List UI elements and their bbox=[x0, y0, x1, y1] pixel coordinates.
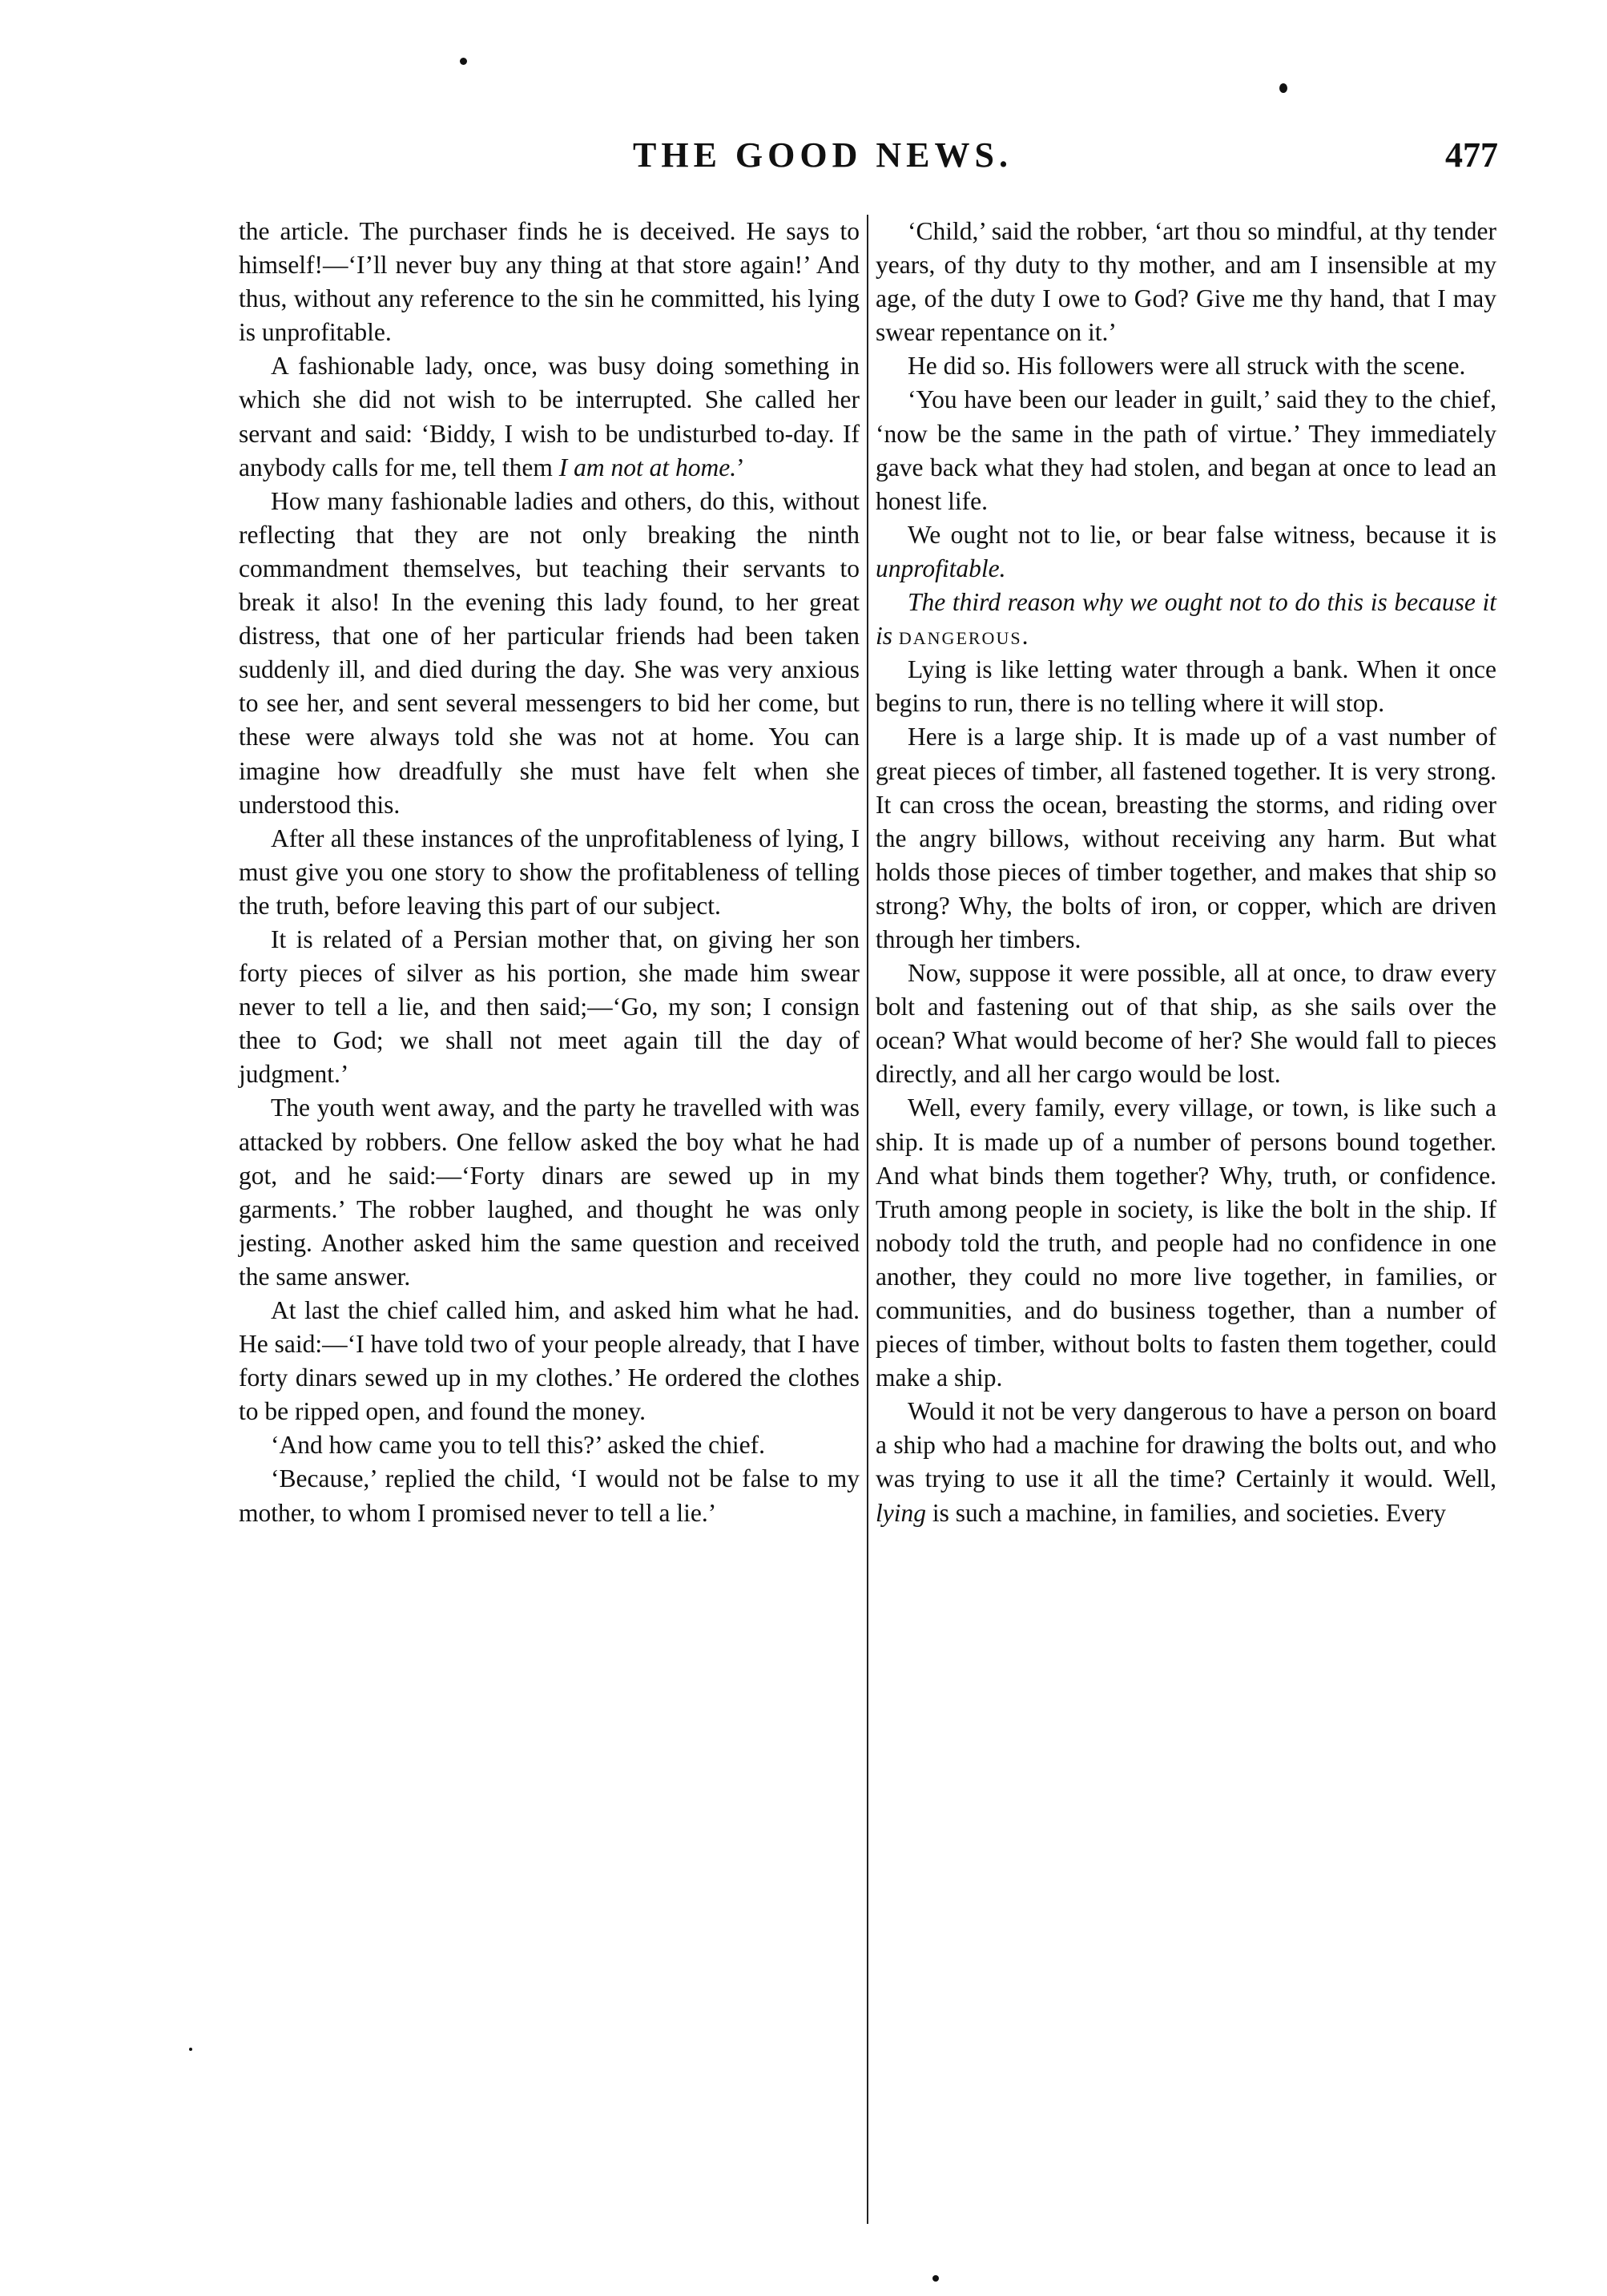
paragraph: Here is a large ship. It is made up of a vast number of great pieces of timber, all fastened together. It is very strong. It can cross the ocean, breasting the storms, and riding over the angry billows, without receiving any harm. But what holds those pieces of timber together, and makes that ship so strong? Why, the bolts of iron, or copper, which are driven through her timbers. bbox=[876, 723, 1496, 953]
paragraph-text: Would it not be very dangerous to have a person on board a ship who had a machine for drawing the bolts out, and who was trying to use it all the time? Certainly it would. Well, bbox=[876, 1397, 1496, 1493]
paragraph: ‘And how came you to tell this?’ asked the chief. bbox=[271, 1431, 765, 1460]
paragraph bbox=[876, 518, 1496, 586]
paragraph: It is related of a Persian mother that, on giving her son forty pieces of silver as his portion, she made him swear never to tell a lie, and then said;—‘Go, my son; I consign thee to God; we shall not meet again till the day of judgment.’ bbox=[239, 924, 860, 1089]
ink-speck-left-margin bbox=[189, 2048, 192, 2051]
paragraph: Well, every family, every village, or town, is like such a ship. It is made up of a number of persons bound together. And what binds them together? Why, truth, or confidence. Truth among people in society, is like the bolt in the ship. If nobody told the truth, and people had no confidence in one another, they could no more live together, in families, or communities, and do business together, than a number of pieces of timber, without bolts to fasten them together, could make a ship. bbox=[876, 1094, 1496, 1392]
right-column bbox=[876, 215, 1496, 1530]
emphasis: I am not at home. bbox=[558, 453, 737, 481]
heading-text: The third reason why we ought not to do this is because it is bbox=[876, 588, 1496, 651]
emphasis: unprofitable. bbox=[876, 554, 1006, 582]
paragraph: Now, suppose it were possible, all at once, to draw every bolt and fastening out of that ship, as she sails over the ocean? What would become of her? She would fall to pieces directly, and all her cargo would be lost. bbox=[876, 959, 1496, 1089]
ink-speck-top-right bbox=[1279, 83, 1287, 93]
paragraph-text: A fashionable lady, once, was busy doing something in which she did not wish to be interrupted. She called her servant and said: ‘Biddy, I wish to be undisturbed to-day. If anybody calls for me, tell them bbox=[239, 352, 860, 481]
left-column bbox=[239, 215, 860, 1530]
paragraph: He did so. His followers were all struck with the scene. bbox=[908, 352, 1466, 381]
paragraph: The youth went away, and the party he travelled with was attacked by robbers. One fellow asked the boy what he had got, and he said:—‘Forty dinars are sewed up in my garments.’ The robber laughed, and thought he was only jesting. Another asked him the same question and received the same answer. bbox=[239, 1094, 860, 1291]
column-divider bbox=[867, 215, 868, 2224]
paragraph-text: ’ bbox=[736, 453, 745, 481]
paragraph: ‘Child,’ said the robber, ‘art thou so mindful, at thy tender years, of thy duty to thy mother, and am I insensible at my age, of the duty I owe to God? Give me thy hand, that I may swear repentance on it.’ bbox=[876, 217, 1496, 347]
paragraph: ‘Because,’ replied the child, ‘I would not be false to my mother, to whom I promised never to tell a lie.’ bbox=[239, 1464, 860, 1527]
ink-speck-top-left bbox=[460, 58, 467, 65]
paragraph: ‘You have been our leader in guilt,’ said they to the chief, ‘now be the same in the path of virtue.’ They immediately gave back what they had stolen, and began at once to lead an honest life. bbox=[876, 385, 1496, 515]
paragraph: the article. The purchaser finds he is deceived. He says to himself!—‘I’ll never buy any thing at that store again!’ And thus, without any reference to the sin he committed, his lying is unprofitable. bbox=[239, 217, 860, 347]
ink-speck-bottom bbox=[932, 2275, 939, 2282]
paragraph bbox=[876, 1395, 1496, 1529]
paragraph: Lying is like letting water through a bank. When it once begins to run, there is no telling where it will stop. bbox=[876, 655, 1496, 718]
paragraph-text: We ought not to lie, or bear false witness, because it is bbox=[908, 520, 1496, 549]
emphasis: lying bbox=[876, 1498, 926, 1527]
paragraph: At last the chief called him, and asked him what he had. He said:—‘I have told two of your people already, that I have forty dinars sewed up in my clothes.’ He ordered the clothes to be ripped open, and found the money. bbox=[239, 1296, 860, 1426]
page-header bbox=[240, 135, 1498, 191]
paragraph: After all these instances of the unprofitableness of lying, I must give you one story to show the profitableness of telling the truth, before leaving this part of our subject. bbox=[239, 824, 860, 920]
paragraph-text: is such a machine, in families, and societies. Every bbox=[926, 1498, 1447, 1527]
running-title: THE GOOD NEWS. bbox=[633, 135, 1013, 175]
page-number: 477 bbox=[1445, 135, 1498, 175]
paragraph: How many fashionable ladies and others, do this, without reflecting that they are not only breaking the ninth commandment themselves, but teaching their servants to break it also! In the evening this lady found, to her great distress, that one of her particular friends had been taken suddenly ill, and died during the day. She was very anxious to see her, and sent several messengers to bid her come, but these were always told she was not at home. You can imagine how dreadfully she must have felt when she understood this. bbox=[239, 486, 860, 819]
section-heading bbox=[876, 586, 1496, 653]
heading-small-caps: dangerous. bbox=[898, 622, 1030, 651]
paragraph bbox=[239, 349, 860, 484]
